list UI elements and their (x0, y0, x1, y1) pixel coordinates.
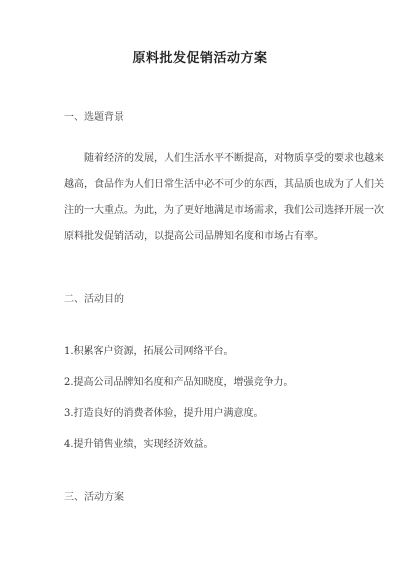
section-heading-plan: 三、活动方案 (64, 492, 124, 503)
section-heading-background: 一、选题背景 (64, 112, 124, 123)
list-item: 2.提高公司品牌知名度和产品知晓度，增强竞争力。 (64, 377, 294, 388)
paragraph-line: 原料批发促销活动，以提高公司品牌知名度和市场占有率。 (64, 231, 324, 242)
list-item: 1.积累客户资源，拓展公司网络平台。 (64, 346, 234, 357)
list-item: 4.提升销售业绩，实现经济效益。 (64, 439, 214, 450)
list-item: 3.打造良好的消费者体验，提升用户满意度。 (64, 408, 264, 419)
paragraph-line: 注的一大重点。为此，为了更好地满足市场需求，我们公司选择开展一次 (64, 205, 384, 216)
background-paragraph (64, 146, 384, 250)
document-title: 原料批发促销活动方案 (132, 51, 268, 66)
paragraph-line: 越高，食品作为人们日常生活中必不可少的东西，其品质也成为了人们关 (64, 179, 384, 190)
paragraph-line: 随着经济的发展，人们生活水平不断提高，对物质享受的要求也越来 (84, 153, 384, 164)
section-heading-goals: 二、活动目的 (64, 294, 124, 305)
